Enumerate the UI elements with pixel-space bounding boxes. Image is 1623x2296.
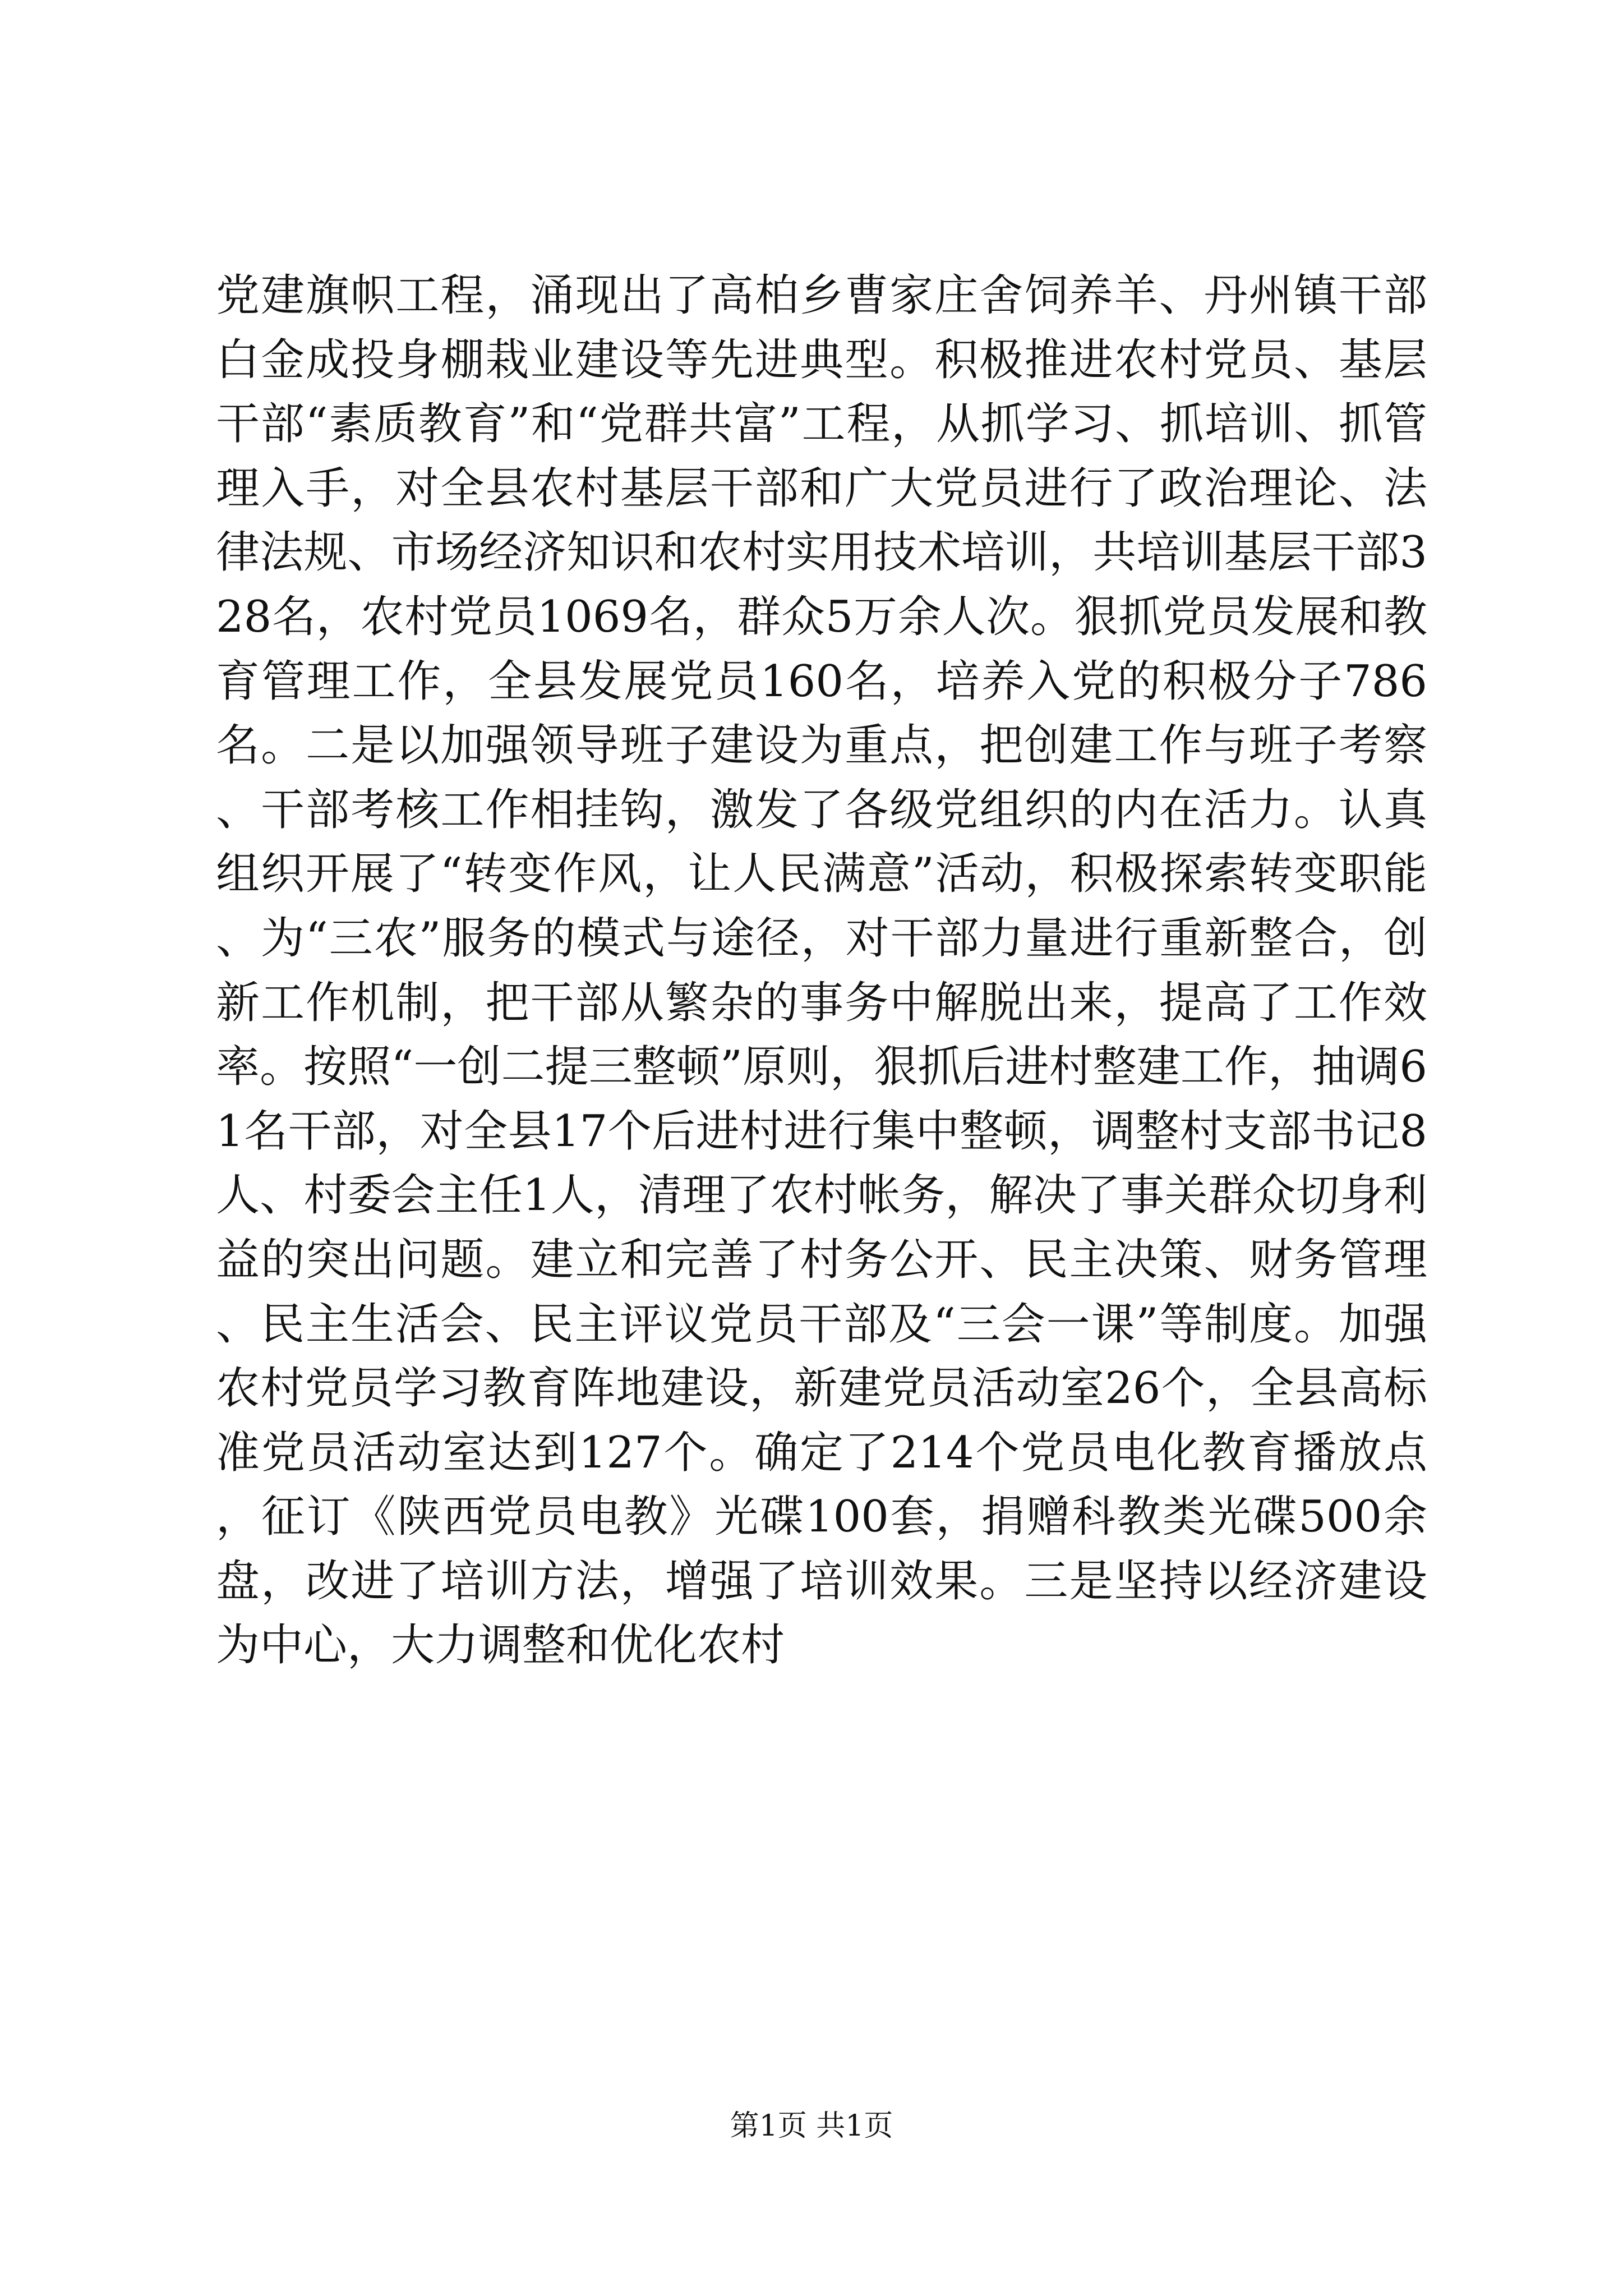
page-footer: 第1页 共1页 (730, 2109, 893, 2143)
body-paragraph: 党建旗帜工程，涌现出了高柏乡曹家庄舍饲养羊、丹州镇干部白金成投身棚栽业建设等先进典型。积极推进农村党员、基层干部“素质教育”和“党群共富”工程，从抓学习、抓培训、抓管理入手，对全县农村基层干部和广大党员进行了政治理论、法律法规、市场经济知识和农村实用技术培训，共培训基层干部328名，农村党员1069名，群众5万余人次。狠抓党员发展和教育管理工作，全县发展党员160名，培养入党的积极分子786名。二是以加强领导班子建设为重点，把创建工作与班子考察、干部考核工作相挂钩，激发了各级党组织的内在活力。认真组织开展了“转变作风，让人民满意”活动，积极探索转变职能、为“三农”服务的模式与途径，对干部力量进行重新整合，创新工作机制，把干部从繁杂的事务中解脱出来，提高了工作效率。按照“一创二提三整顿”原则，狠抓后进村整建工作，抽调61名干部，对全县17个后进村进行集中整顿，调整村支部书记8人、村委会主任1人，清理了农村帐务，解决了事关群众切身利益的突出问题。建立和完善了村务公开、民主决策、财务管理、民主生活会、民主评议党员干部及“三会一课”等制度。加强农村党员学习教育阵地建设，新建党员活动室26个，全县高标准党员活动室达到127个。确定了214个党员电化教育播放点，征订《陕西党员电教》光碟100套，捐赠科教类光碟500余盘，改进了培训方法，增强了培训效果。三是坚持以经济建设为中心，大力调整和优化农村 (216, 270, 1427, 1671)
